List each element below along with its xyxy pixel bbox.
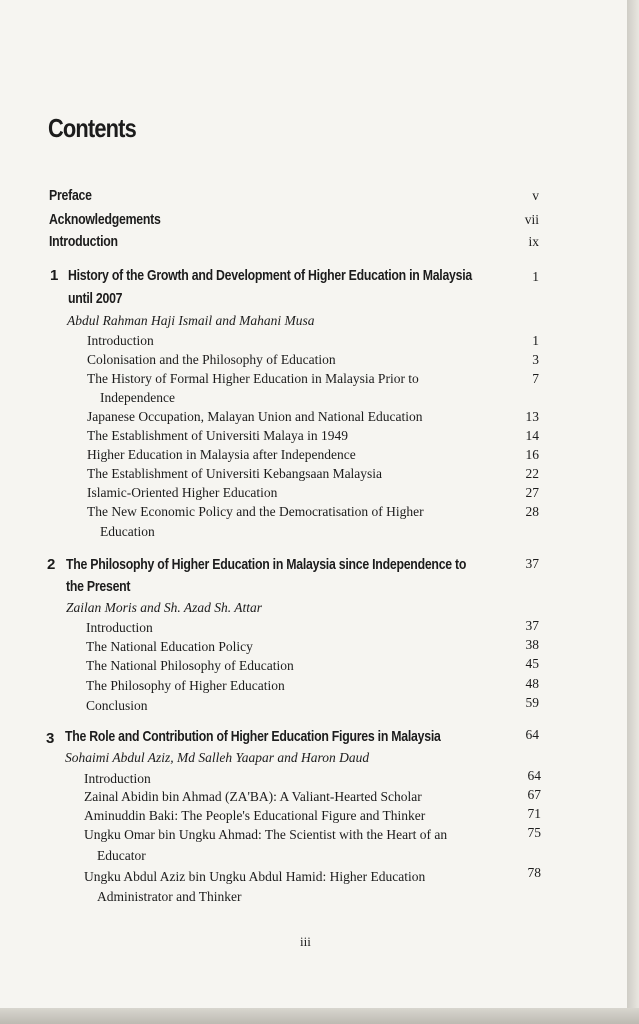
ch1-section: Introduction — [87, 333, 154, 348]
ch1-section-page: 1 — [532, 333, 539, 348]
ch1-section-page: 28 — [525, 504, 539, 519]
toc-introduction-page: ix — [528, 234, 539, 249]
chapter-3-title-line-1: The Role and Contribution of Higher Education Figures in Malaysia — [65, 728, 441, 745]
page-edge-bottom — [0, 1008, 639, 1024]
ch2-section: The National Philosophy of Education — [86, 658, 294, 673]
page-edge-right — [627, 0, 639, 1024]
toc-preface: Preface — [49, 187, 92, 204]
ch2-section-page: 38 — [525, 637, 539, 652]
ch3-section: Aminuddin Baki: The People's Educational Figure and Thinker — [84, 808, 426, 823]
chapter-3-number: 3 — [46, 730, 55, 747]
chapter-2-authors: Zailan Moris and Sh. Azad Sh. Attar — [66, 600, 263, 615]
ch2-section: The Philosophy of Higher Education — [86, 678, 285, 693]
chapter-3-page: 64 — [525, 727, 539, 742]
toc-acknowledgements-page: vii — [524, 212, 539, 227]
ch1-section-page: 7 — [532, 371, 539, 386]
chapter-2-page: 37 — [525, 556, 539, 571]
ch1-section: The Establishment of Universiti Malaya in 1949 — [87, 428, 348, 443]
toc-introduction: Introduction — [49, 233, 118, 250]
ch2-section: Introduction — [86, 620, 153, 635]
ch3-section-page: 67 — [527, 787, 541, 802]
ch3-section: Ungku Abdul Aziz bin Ungku Abdul Hamid: Higher Education — [84, 869, 426, 884]
ch3-section-continued: Administrator and Thinker — [97, 889, 242, 904]
contents-title: Contents — [48, 113, 136, 143]
ch1-section-page: 3 — [532, 352, 539, 367]
ch1-section: The History of Formal Higher Education in Malaysia Prior to — [87, 371, 419, 386]
ch1-section-page: 16 — [525, 447, 539, 462]
ch1-section: The New Economic Policy and the Democratisation of Higher — [87, 504, 424, 519]
ch2-section-page: 45 — [525, 656, 539, 671]
ch3-section: Zainal Abidin bin Ahmad (ZA'BA): A Valiant-Hearted Scholar — [84, 789, 422, 804]
ch3-section: Ungku Omar bin Ungku Ahmad: The Scientist with the Heart of an — [84, 827, 448, 842]
ch1-section-page: 22 — [525, 466, 539, 481]
ch3-section: Introduction — [84, 771, 151, 786]
ch2-section-page: 37 — [525, 618, 539, 633]
ch2-section-page: 59 — [525, 695, 539, 710]
ch1-section: Islamic-Oriented Higher Education — [87, 485, 278, 500]
ch3-section-continued: Educator — [97, 848, 146, 863]
toc-acknowledgements: Acknowledgements — [49, 211, 161, 228]
chapter-2-title-line-2: the Present — [66, 578, 131, 595]
ch1-section: The Establishment of Universiti Kebangsaan Malaysia — [87, 466, 383, 481]
ch3-section-page: 64 — [527, 768, 541, 783]
chapter-1-number: 1 — [50, 267, 59, 284]
ch2-section: The National Education Policy — [86, 639, 253, 654]
page-number: iii — [300, 934, 311, 949]
ch3-section-page: 75 — [527, 825, 541, 840]
chapter-1-title-line-1: History of the Growth and Development of Higher Education in Malaysia — [68, 267, 473, 284]
chapter-2-title-line-1: The Philosophy of Higher Education in Malaysia since Independence to — [66, 556, 467, 573]
ch3-section-page: 71 — [527, 806, 541, 821]
chapter-1-authors: Abdul Rahman Haji Ismail and Mahani Musa — [67, 313, 315, 328]
toc-preface-page: v — [532, 188, 539, 203]
chapter-1-page: 1 — [532, 269, 539, 284]
ch1-section: Japanese Occupation, Malayan Union and National Education — [87, 409, 423, 424]
ch1-section-continued: Education — [100, 524, 155, 539]
chapter-3-authors: Sohaimi Abdul Aziz, Md Salleh Yaapar and Haron Daud — [65, 750, 370, 765]
ch3-section-page: 78 — [527, 865, 541, 880]
ch1-section-continued: Independence — [100, 390, 175, 405]
ch1-section-page: 27 — [525, 485, 539, 500]
chapter-1-title-line-2: until 2007 — [68, 290, 123, 307]
ch1-section: Colonisation and the Philosophy of Education — [87, 352, 336, 367]
ch2-section: Conclusion — [86, 698, 148, 713]
ch1-section: Higher Education in Malaysia after Independence — [87, 447, 356, 462]
ch1-section-page: 13 — [525, 409, 539, 424]
ch1-section-page: 14 — [525, 428, 539, 443]
chapter-2-number: 2 — [47, 556, 56, 573]
ch2-section-page: 48 — [525, 676, 539, 691]
